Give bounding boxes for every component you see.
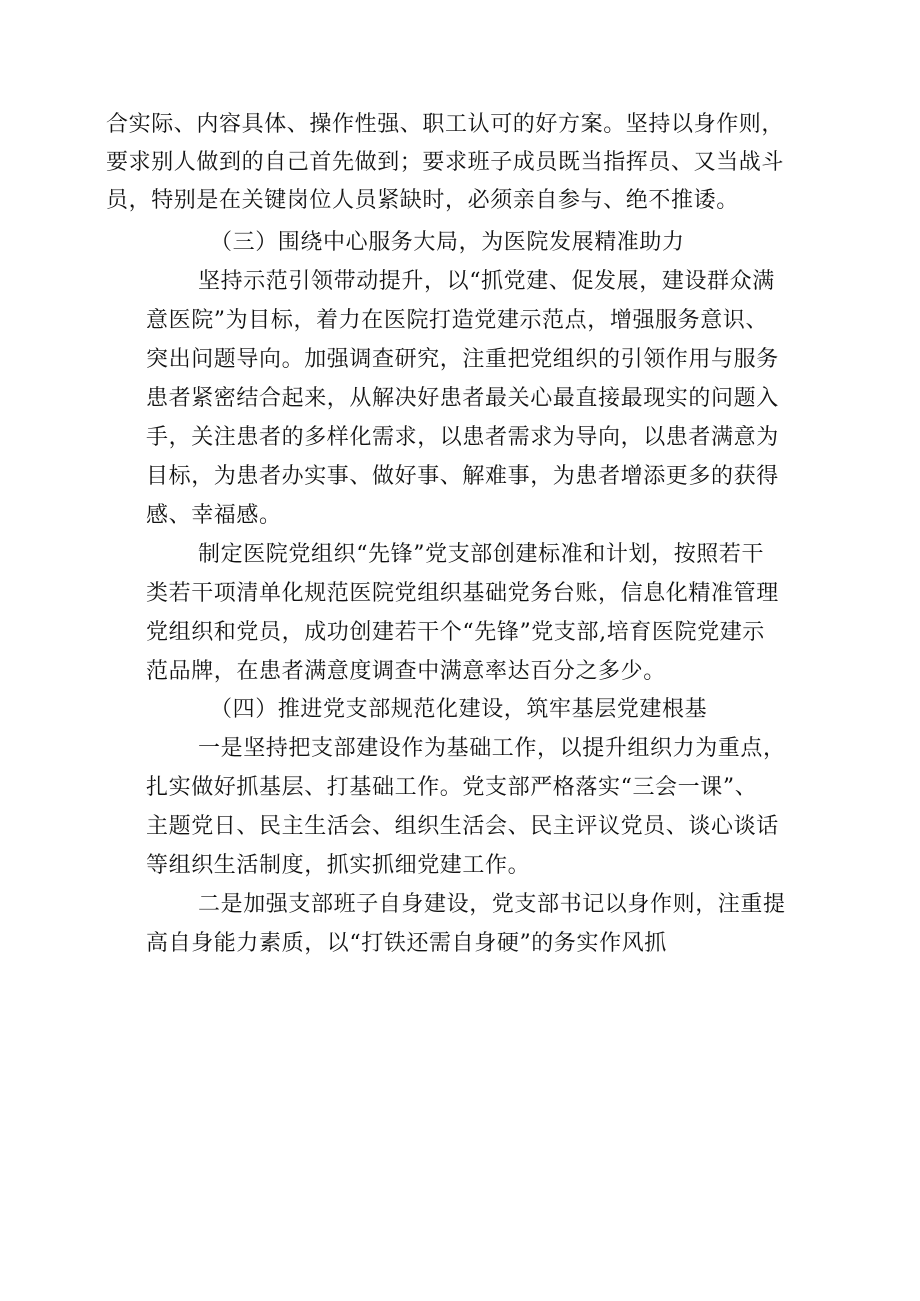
section-heading-4: （四）推进党支部规范化建设，筑牢基层党建根基 (210, 697, 708, 722)
body-text-line: 感、幸福感。 (146, 503, 282, 528)
body-text-line: 要求别人做到的自己首先做到；要求班子成员既当指挥员、又当战斗 (106, 150, 785, 175)
body-text-line: 坚持示范引领带动提升，以“抓党建、促发展，建设群众满 (198, 269, 775, 294)
body-text-line: 员，特别是在关键岗位人员紧缺时，必须亲自参与、绝不推诿。 (106, 188, 739, 213)
body-text-line: 扎实做好抓基层、打基础工作。党支部严格落实“三会一课”、 (146, 775, 758, 800)
body-text-line: 范品牌，在患者满意度调查中满意率达百分之多少。 (146, 659, 666, 684)
section-heading-3: （三）围绕中心服务大局，为医院发展精准助力 (210, 230, 685, 255)
body-text-line: 制定医院党组织“先锋”党支部创建标准和计划，按照若干 (198, 542, 765, 567)
body-text-line: 类若干项清单化规范医院党组织基础党务台账，信息化精准管理 (146, 581, 779, 606)
body-text-line: 手，关注患者的多样化需求，以患者需求为导向，以患者满意为 (146, 425, 779, 450)
body-text-line: 合实际、内容具体、操作性强、职工认可的好方案。坚持以身作则， (106, 112, 785, 137)
body-text-line: 高自身能力素质，以“打铁还需自身硬”的务实作风抓 (146, 931, 667, 956)
body-text-line: 突出问题导向。加强调查研究，注重把党组织的引领作用与服务 (146, 347, 779, 372)
body-text-line: 党组织和党员，成功创建若干个“先锋”党支部,培育医院党建示 (146, 620, 765, 645)
body-text-line: 意医院”为目标，着力在医院打造党建示范点，增强服务意识、 (146, 308, 769, 333)
body-text-line: 等组织生活制度，抓实抓细党建工作。 (146, 853, 531, 878)
body-text-line: 二是加强支部班子自身建设，党支部书记以身作则，注重提 (198, 892, 786, 917)
body-text-line: 主题党日、民主生活会、组织生活会、民主评议党员、谈心谈话 (146, 814, 779, 839)
body-text-line: 目标，为患者办实事、做好事、解难事，为患者增添更多的获得 (146, 464, 779, 489)
body-text-line: 患者紧密结合起来，从解决好患者最关心最直接最现实的问题入 (146, 386, 779, 411)
body-text-line: 一是坚持把支部建设作为基础工作，以提升组织力为重点， (198, 736, 786, 761)
